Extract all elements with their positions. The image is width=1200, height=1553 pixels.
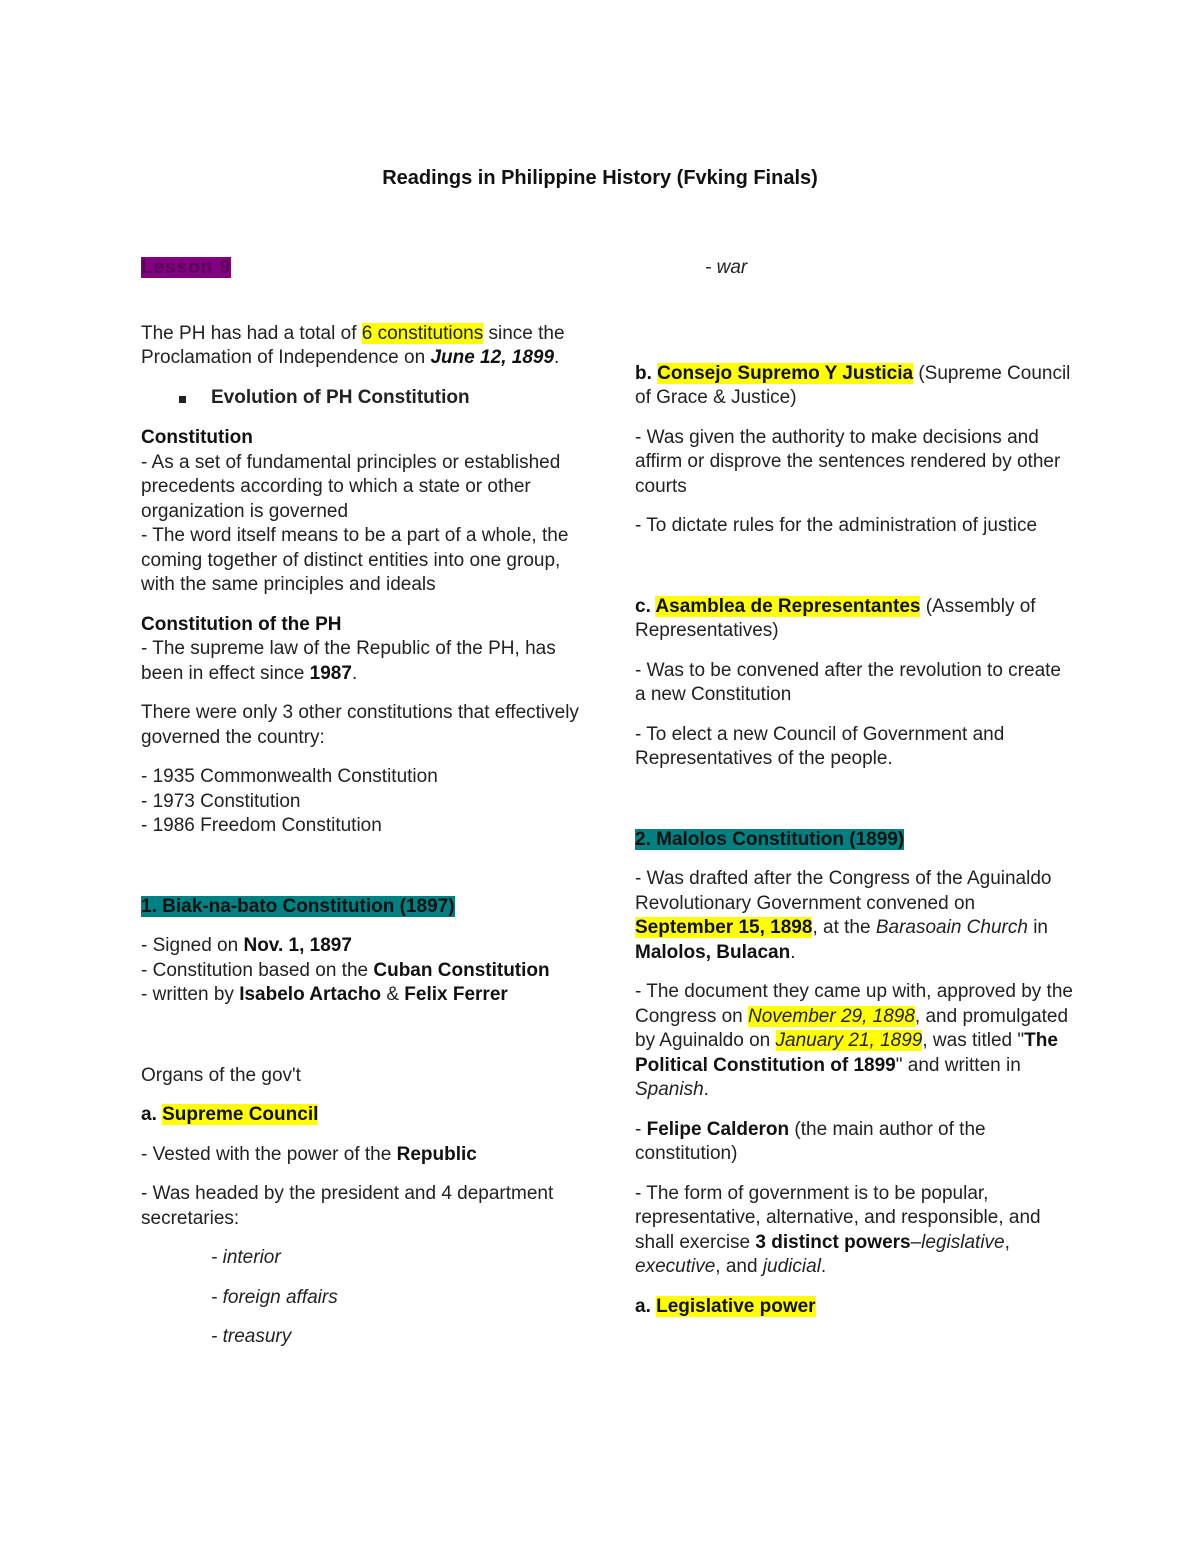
biak-written-by: - written by Isabelo Artacho & Felix Ferrer bbox=[141, 984, 508, 1005]
malolos-point-2: - The document they came up with, approved by the Congress on November 29, 1898, and promulgated by Aguinaldo on January 21, 1899, was titled "The Political Constitution of 1899" and written in Spanish. bbox=[635, 981, 1073, 1100]
department-item: - interior bbox=[211, 1247, 281, 1268]
independence-date: June 12, 1899 bbox=[430, 347, 555, 368]
biak-based-on: - Constitution based on the Cuban Constitution bbox=[141, 959, 550, 981]
constitution-count-highlight: 6 constitutions bbox=[361, 322, 484, 344]
constitution-def-1: - As a set of fundamental principles or established precedents according to which a state or other organization is governed bbox=[141, 451, 561, 522]
supreme-council-power: - Vested with the power of the Republic bbox=[141, 1143, 477, 1165]
malolos-point-1: - Was drafted after the Congress of the Aguinaldo Revolutionary Government convened on September 15, 1898, at the Barasoain Church in Malolos, Bulacan. bbox=[635, 868, 1052, 963]
constitution-def-2: - The word itself means to be a part of a whole, the coming together of distinct entities into one group, with the same principles and ideals bbox=[141, 525, 569, 595]
ph-constitution-heading: Constitution of the PH bbox=[141, 613, 342, 635]
intro-paragraph: The PH has had a total of 6 constitutions since the Proclamation of Independence on June 12, 1899. bbox=[141, 322, 565, 368]
consejo-heading: b. Consejo Supremo Y Justicia (Supreme Council of Grace & Justice) bbox=[635, 362, 1071, 408]
asamblea-heading: c. Asamblea de Representantes (Assembly of Representatives) bbox=[635, 595, 1036, 641]
page-title: Readings in Philippine History (Fvking Finals) bbox=[382, 167, 818, 189]
biak-na-bato-heading: 1. Biak-na-bato Constitution (1897) bbox=[141, 895, 455, 917]
constitution-heading: Constitution bbox=[141, 427, 253, 448]
consejo-point-1: - Was given the authority to make decisions and affirm or disprove the sentences rendered by other courts bbox=[635, 426, 1061, 497]
malolos-heading: 2. Malolos Constitution (1899) bbox=[635, 828, 905, 850]
square-bullet-icon bbox=[179, 396, 186, 403]
legislative-power-heading: a. Legislative power bbox=[635, 1295, 816, 1317]
consejo-point-2: - To dictate rules for the administration of justice bbox=[635, 515, 1038, 536]
lesson-heading: Lesson 9 bbox=[141, 257, 232, 278]
right-column bbox=[635, 256, 1075, 1319]
biak-signed: - Signed on Nov. 1, 1897 bbox=[141, 935, 352, 956]
department-item: - foreign affairs bbox=[211, 1286, 338, 1308]
asamblea-point-1: - Was to be convened after the revolution to create a new Constitution bbox=[635, 659, 1061, 705]
bullet-evolution: Evolution of PH Constitution bbox=[141, 386, 581, 411]
constitution-list-item: - 1986 Freedom Constitution bbox=[141, 815, 382, 836]
supreme-council-heading: a. Supreme Council bbox=[141, 1104, 319, 1125]
ph-constitution-def: - The supreme law of the Republic of the PH, has been in effect since 1987. bbox=[141, 638, 556, 684]
left-column bbox=[141, 256, 581, 1350]
constitution-list-item: - 1973 Constitution bbox=[141, 790, 301, 812]
malolos-point-4: - The form of government is to be popular, representative, alternative, and responsible, and shall exercise 3 distinct powers–legislative, executive, and judicial. bbox=[635, 1182, 1041, 1277]
department-item: - treasury bbox=[211, 1326, 292, 1347]
department-item: - war bbox=[705, 257, 748, 278]
constitution-list-item: - 1935 Commonwealth Constitution bbox=[141, 766, 438, 787]
asamblea-point-2: - To elect a new Council of Government and Representatives of the people. bbox=[635, 723, 1005, 769]
malolos-point-3: - Felipe Calderon (the main author of the constitution) bbox=[635, 1118, 986, 1164]
organs-heading: Organs of the gov't bbox=[141, 1064, 301, 1086]
supreme-council-head: - Was headed by the president and 4 department secretaries: bbox=[141, 1183, 554, 1229]
other-constitutions-text: There were only 3 other constitutions that effectively governed the country: bbox=[141, 702, 579, 748]
